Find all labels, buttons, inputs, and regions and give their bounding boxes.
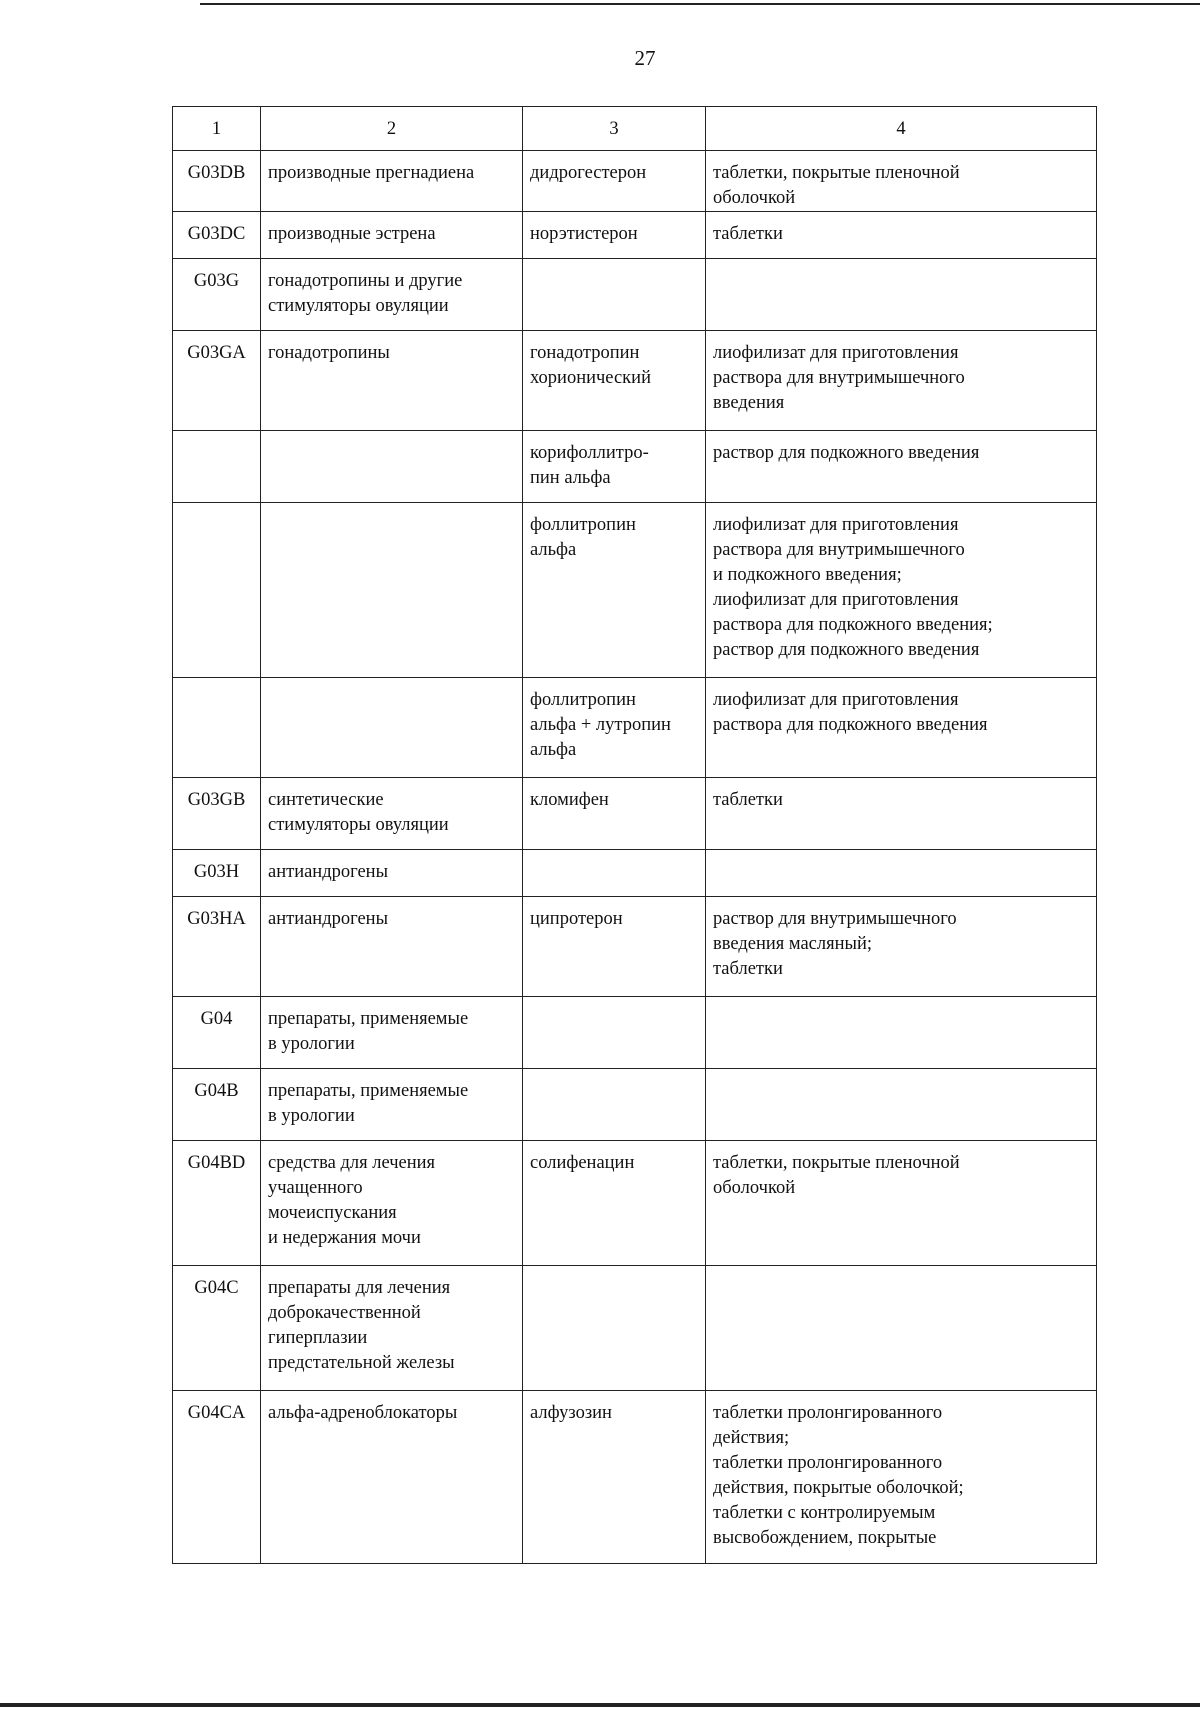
group-cell: [261, 1069, 523, 1141]
group-cell-text: синтетические стимуляторы овуляции: [268, 790, 449, 835]
form-cell-text: раствор для внутримышечного введения масляный; таблетки: [713, 909, 957, 979]
table-row: [173, 1391, 1097, 1564]
form-cell-text: таблетки, покрытые пленочной оболочкой: [713, 1153, 960, 1198]
inn-cell: [523, 212, 706, 259]
group-cell: [261, 331, 523, 431]
code-cell: [173, 151, 261, 212]
table-row: [173, 997, 1097, 1069]
group-cell-text: средства для лечения учащенного мочеиспускания и недержания мочи: [268, 1153, 436, 1248]
form-cell: [706, 678, 1097, 778]
header-cell: 2: [261, 107, 523, 151]
group-cell-text: препараты для лечения доброкачественной гиперплазии предстательной железы: [268, 1278, 455, 1373]
table-row: [173, 850, 1097, 897]
form-cell: [706, 1266, 1097, 1391]
code-cell: [173, 897, 261, 997]
group-cell-text: препараты, применяемые в урологии: [268, 1009, 469, 1054]
inn-cell: [523, 778, 706, 850]
inn-cell-text: гонадотропин хорионический: [530, 343, 651, 388]
form-cell: [706, 1391, 1097, 1564]
group-cell: [261, 678, 523, 778]
group-cell-text: препараты, применяемые в урологии: [268, 1081, 469, 1126]
form-cell: [706, 997, 1097, 1069]
form-cell: [706, 1069, 1097, 1141]
form-cell-text: таблетки пролонгированного действия; таблетки пролонгированного действия, покрытые оболочкой; таблетки с контролируемым высвобождением, покрытые: [713, 1403, 964, 1548]
inn-cell: [523, 259, 706, 331]
top-rule: [200, 3, 1200, 5]
group-cell-text: гонадотропины: [268, 343, 390, 363]
form-cell: [706, 259, 1097, 331]
inn-cell: [523, 151, 706, 212]
inn-cell: [523, 431, 706, 503]
code-cell-text: G04B: [194, 1081, 239, 1101]
code-cell-text: G03G: [193, 271, 240, 291]
inn-cell: [523, 1391, 706, 1564]
code-cell-text: G03DB: [187, 163, 246, 183]
code-cell-text: G03H: [193, 862, 240, 882]
table-row: [173, 431, 1097, 503]
code-cell-text: G04BD: [187, 1153, 246, 1173]
code-cell-text: G04: [200, 1009, 233, 1029]
table-header-row: [173, 107, 1097, 151]
code-cell-text: G03HA: [187, 909, 246, 929]
inn-cell-text: дидрогестерон: [530, 163, 647, 183]
inn-cell-text: фоллитропин альфа + лутропин альфа: [530, 690, 671, 760]
inn-cell: [523, 997, 706, 1069]
table-body: [173, 151, 1097, 1564]
form-cell: [706, 212, 1097, 259]
table-row: [173, 1069, 1097, 1141]
form-cell: [706, 331, 1097, 431]
inn-cell: [523, 331, 706, 431]
form-cell-text: раствор для подкожного введения: [713, 443, 980, 463]
form-cell: [706, 850, 1097, 897]
group-cell: [261, 1266, 523, 1391]
inn-cell: [523, 1069, 706, 1141]
inn-cell: [523, 1266, 706, 1391]
group-cell: [261, 151, 523, 212]
form-cell: [706, 431, 1097, 503]
form-cell: [706, 503, 1097, 678]
code-cell: [173, 431, 261, 503]
code-cell: [173, 503, 261, 678]
table-row: [173, 151, 1097, 212]
code-cell-text: G03GA: [187, 343, 246, 363]
header-cell: 3: [523, 107, 706, 151]
form-cell-text: лиофилизат для приготовления раствора для подкожного введения: [713, 690, 988, 735]
inn-cell: [523, 1141, 706, 1266]
bottom-rule: [0, 1703, 1200, 1707]
code-cell: [173, 1141, 261, 1266]
code-cell: [173, 678, 261, 778]
code-cell: [173, 331, 261, 431]
group-cell-text: производные эстрена: [268, 224, 436, 244]
inn-cell-text: фоллитропин альфа: [530, 515, 636, 560]
group-cell: [261, 431, 523, 503]
table-row: [173, 897, 1097, 997]
group-cell: [261, 778, 523, 850]
form-cell: [706, 778, 1097, 850]
code-cell: [173, 850, 261, 897]
inn-cell-text: корифоллитро- пин альфа: [530, 443, 649, 488]
inn-cell-text: ципротерон: [530, 909, 623, 929]
group-cell: [261, 1391, 523, 1564]
code-cell: [173, 1266, 261, 1391]
code-cell-text: G04C: [194, 1278, 239, 1298]
inn-cell: [523, 850, 706, 897]
code-cell-text: G03GB: [187, 790, 246, 810]
header-cell: 4: [706, 107, 1097, 151]
group-cell: [261, 997, 523, 1069]
form-cell-text: лиофилизат для приготовления раствора для внутримышечного и подкожного введения; лиофилизат для приготовления раствора для подкожного введения; раствор для подкожного введения: [713, 515, 993, 660]
table-row: [173, 1141, 1097, 1266]
code-cell: [173, 997, 261, 1069]
inn-cell: [523, 897, 706, 997]
page-number: 27: [634, 46, 656, 70]
inn-cell-text: солифенацин: [530, 1153, 635, 1173]
code-cell: [173, 212, 261, 259]
group-cell: [261, 897, 523, 997]
group-cell: [261, 212, 523, 259]
form-cell-text: таблетки, покрытые пленочной оболочкой: [713, 163, 960, 208]
table-row: [173, 259, 1097, 331]
inn-cell-text: норэтистерон: [530, 224, 638, 244]
group-cell-text: производные прегнадиена: [268, 163, 475, 183]
table-row: [173, 678, 1097, 778]
inn-cell: [523, 678, 706, 778]
form-cell-text: таблетки: [713, 224, 783, 244]
code-cell-text: G04CA: [187, 1403, 246, 1423]
group-cell-text: антиандрогены: [268, 909, 389, 929]
table-row: [173, 1266, 1097, 1391]
group-cell: [261, 259, 523, 331]
group-cell: [261, 1141, 523, 1266]
group-cell-text: альфа-адреноблокаторы: [268, 1403, 458, 1423]
group-cell: [261, 503, 523, 678]
table-row: [173, 778, 1097, 850]
form-cell: [706, 897, 1097, 997]
inn-cell: [523, 503, 706, 678]
code-cell-text: G03DC: [187, 224, 246, 244]
inn-cell-text: алфузозин: [530, 1403, 612, 1423]
code-cell: [173, 1391, 261, 1564]
header-cell: 1: [173, 107, 261, 151]
form-cell: [706, 1141, 1097, 1266]
group-cell-text: гонадотропины и другие стимуляторы овуляции: [268, 271, 463, 316]
form-cell-text: таблетки: [713, 790, 783, 810]
code-cell: [173, 1069, 261, 1141]
form-cell: [706, 151, 1097, 212]
drug-table: [172, 106, 1097, 1564]
table-row: [173, 331, 1097, 431]
code-cell: [173, 259, 261, 331]
inn-cell-text: кломифен: [530, 790, 609, 810]
table-row: [173, 503, 1097, 678]
table-row: [173, 212, 1097, 259]
code-cell: [173, 778, 261, 850]
form-cell-text: лиофилизат для приготовления раствора для внутримышечного введения: [713, 343, 965, 413]
group-cell-text: антиандрогены: [268, 862, 389, 882]
group-cell: [261, 850, 523, 897]
